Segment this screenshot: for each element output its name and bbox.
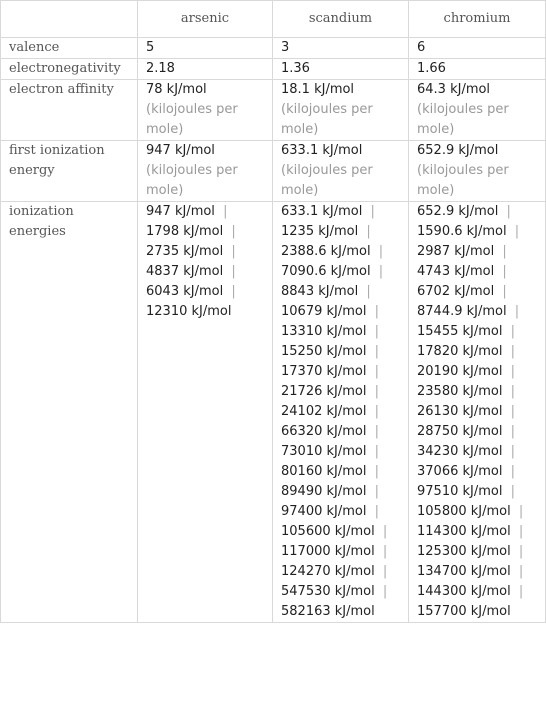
list-separator: | [366,224,371,239]
ionization-energy-value: 144300 kJ/mol [417,584,511,599]
ionization-energy-value: 89490 kJ/mol [281,484,367,499]
list-separator: | [502,264,507,279]
electron-affinity-arsenic [138,80,273,141]
row-label-electron-affinity: electron affinity [1,80,138,141]
list-separator: | [510,364,515,379]
valence-arsenic: 5 [138,38,273,59]
row-label-first-ionization-energy: first ionization energy [1,141,138,202]
electron-affinity-chromium [409,80,546,141]
ionization-energy-value: 2735 kJ/mol [146,244,224,259]
list-separator: | [374,484,379,499]
list-separator: | [374,404,379,419]
list-separator: | [378,264,384,279]
ionization-energy-value: 547530 kJ/mol [281,584,375,599]
ionization-energy-value: 114300 kJ/mol [417,524,511,539]
unit-note: (kilojoules per mole) [146,102,238,137]
ionization-energy-value: 97510 kJ/mol [417,484,503,499]
ionization-energy-value: 157700 kJ/mol [417,604,511,619]
ionization-energy-value: 1235 kJ/mol [281,224,359,239]
list-separator: | [514,304,520,319]
ionization-energy-value: 21726 kJ/mol [281,384,367,399]
list-separator: | [510,404,515,419]
ionization-energy-value: 4837 kJ/mol [146,264,224,279]
ionization-energy-value: 2388.6 kJ/mol [281,244,371,259]
table-row-first-ionization-energy [1,141,546,202]
ionization-energy-value: 125300 kJ/mol [417,544,511,559]
unit-note: (kilojoules per mole) [417,102,509,137]
list-separator: | [382,544,388,559]
list-separator: | [374,384,379,399]
ionization-energy-value: 582163 kJ/mol [281,604,375,619]
column-header-chromium: chromium [409,1,546,38]
header-row [1,1,546,38]
list-separator: | [378,244,384,259]
list-separator: | [374,444,379,459]
electron-affinity-scandium [273,80,409,141]
value-text: 64.3 kJ/mol [417,82,491,97]
ionization-energies-scandium [273,202,409,623]
ionization-energy-value: 117000 kJ/mol [281,544,375,559]
list-separator: | [518,524,524,539]
unit-note: (kilojoules per mole) [281,102,373,137]
ionization-energy-value: 947 kJ/mol [146,204,215,219]
list-separator: | [518,504,524,519]
list-separator: | [374,364,379,379]
ionization-energies-chromium [409,202,546,623]
ionization-energy-value: 37066 kJ/mol [417,464,503,479]
list-separator: | [510,484,515,499]
list-separator: | [510,344,515,359]
ionization-energy-value: 6702 kJ/mol [417,284,495,299]
electronegativity-scandium: 1.36 [273,59,409,80]
list-separator: | [374,304,379,319]
ionization-energy-value: 6043 kJ/mol [146,284,224,299]
list-separator: | [370,204,375,219]
ionization-energy-value: 15250 kJ/mol [281,344,367,359]
list-separator: | [374,504,379,519]
ionization-energy-value: 105800 kJ/mol [417,504,511,519]
value-text: 18.1 kJ/mol [281,82,355,97]
list-separator: | [518,564,524,579]
ionization-energy-value: 1590.6 kJ/mol [417,224,507,239]
ionization-energy-value: 17370 kJ/mol [281,364,367,379]
ionization-energy-value: 652.9 kJ/mol [417,204,499,219]
ionization-energy-value: 34230 kJ/mol [417,444,503,459]
ionization-energy-value: 73010 kJ/mol [281,444,367,459]
corner-cell [1,1,138,38]
list-separator: | [223,204,228,219]
ionization-energy-value: 97400 kJ/mol [281,504,367,519]
ionization-energy-value: 134700 kJ/mol [417,564,511,579]
row-label-electronegativity: electronegativity [1,59,138,80]
ionization-energy-value: 124270 kJ/mol [281,564,375,579]
electronegativity-chromium: 1.66 [409,59,546,80]
ionization-energy-value: 8744.9 kJ/mol [417,304,507,319]
value-text: 78 kJ/mol [146,82,207,97]
value-text: 633.1 kJ/mol [281,143,363,158]
list-separator: | [374,424,379,439]
row-label-valence: valence [1,38,138,59]
list-separator: | [514,224,520,239]
ionization-energy-value: 80160 kJ/mol [281,464,367,479]
ionization-energy-value: 66320 kJ/mol [281,424,367,439]
table-row-electron-affinity [1,80,546,141]
list-separator: | [506,204,511,219]
ionization-energy-value: 4743 kJ/mol [417,264,495,279]
ionization-energy-value: 105600 kJ/mol [281,524,375,539]
ionization-energy-value: 26130 kJ/mol [417,404,503,419]
list-separator: | [510,324,515,339]
ionization-energy-value: 28750 kJ/mol [417,424,503,439]
list-separator: | [518,584,524,599]
ionization-energy-value: 1798 kJ/mol [146,224,224,239]
valence-scandium: 3 [273,38,409,59]
list-separator: | [382,524,388,539]
list-separator: | [366,284,371,299]
list-separator: | [510,464,515,479]
ionization-energy-value: 2987 kJ/mol [417,244,495,259]
list-separator: | [374,464,379,479]
list-separator: | [382,584,388,599]
list-separator: | [502,244,507,259]
first-ionization-arsenic [138,141,273,202]
ionization-energy-value: 8843 kJ/mol [281,284,359,299]
ionization-energy-value: 23580 kJ/mol [417,384,503,399]
list-separator: | [231,244,236,259]
valence-chromium: 6 [409,38,546,59]
table-row-ionization-energies [1,202,546,623]
list-separator: | [510,444,515,459]
ionization-energy-value: 15455 kJ/mol [417,324,503,339]
table-row-electronegativity [1,59,546,80]
row-label-ionization-energies: ionization energies [1,202,138,623]
first-ionization-chromium [409,141,546,202]
unit-note: (kilojoules per mole) [281,163,373,198]
ionization-energy-value: 17820 kJ/mol [417,344,503,359]
ionization-energy-value: 10679 kJ/mol [281,304,367,319]
list-separator: | [518,544,524,559]
list-separator: | [374,324,379,339]
list-separator: | [502,284,507,299]
list-separator: | [510,424,515,439]
column-header-arsenic: arsenic [138,1,273,38]
table-row-valence [1,38,546,59]
list-separator: | [374,344,379,359]
value-text: 947 kJ/mol [146,143,215,158]
column-header-scandium: scandium [273,1,409,38]
list-separator: | [231,264,236,279]
unit-note: (kilojoules per mole) [146,163,238,198]
ionization-energies-arsenic [138,202,273,623]
list-separator: | [382,564,388,579]
first-ionization-scandium [273,141,409,202]
ionization-energy-value: 7090.6 kJ/mol [281,264,371,279]
unit-note: (kilojoules per mole) [417,163,509,198]
ionization-energy-value: 633.1 kJ/mol [281,204,363,219]
ionization-energy-value: 12310 kJ/mol [146,304,232,319]
electronegativity-arsenic: 2.18 [138,59,273,80]
ionization-energy-value: 20190 kJ/mol [417,364,503,379]
list-separator: | [231,224,236,239]
list-separator: | [231,284,236,299]
list-separator: | [510,384,515,399]
value-text: 652.9 kJ/mol [417,143,499,158]
ionization-energy-value: 13310 kJ/mol [281,324,367,339]
ionization-energy-value: 24102 kJ/mol [281,404,367,419]
